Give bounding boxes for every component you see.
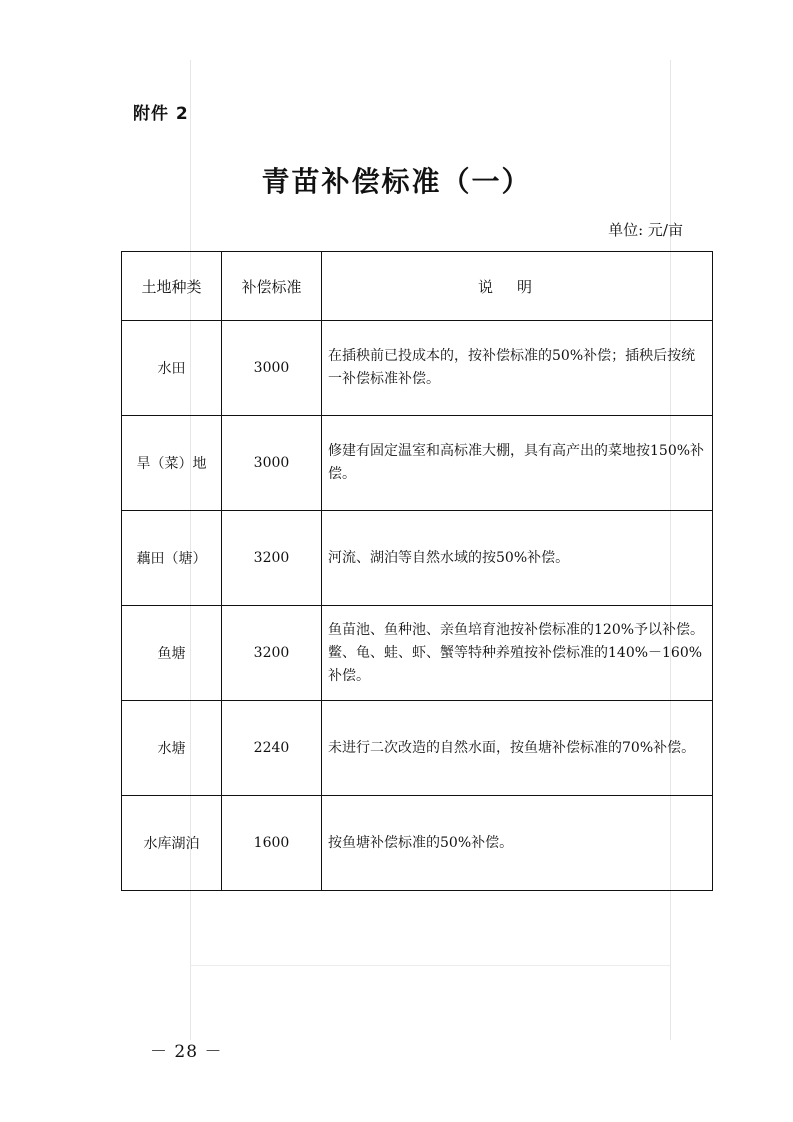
header-standard: 补偿标准 [222, 252, 322, 321]
table-row [122, 321, 713, 416]
cell-description: 鱼苗池、鱼种池、亲鱼培育池按补偿标准的120%予以补偿。鳖、龟、蛙、虾、蟹等特种养殖按补偿标准的140%－160%补偿。 [322, 606, 713, 701]
table-row [122, 511, 713, 606]
compensation-table [121, 251, 713, 891]
header-land-type: 土地种类 [122, 252, 222, 321]
table-row [122, 416, 713, 511]
cell-standard: 2240 [222, 701, 322, 796]
cell-land-type: 鱼塘 [122, 606, 222, 701]
page-title: 青苗补偿标准（一） [261, 165, 532, 198]
table-header-row [122, 252, 713, 321]
cell-description: 未进行二次改造的自然水面，按鱼塘补偿标准的70%补偿。 [322, 701, 713, 796]
cell-standard: 3200 [222, 606, 322, 701]
cell-description: 按鱼塘补偿标准的50%补偿。 [322, 796, 713, 891]
cell-land-type: 水塘 [122, 701, 222, 796]
cell-land-type: 藕田（塘） [122, 511, 222, 606]
scan-artifact-line [190, 965, 670, 966]
unit-label: 单位: 元/亩 [608, 221, 683, 239]
cell-description: 修建有固定温室和高标准大棚，具有高产出的菜地按150%补偿。 [322, 416, 713, 511]
cell-standard: 3200 [222, 511, 322, 606]
header-description [322, 252, 713, 321]
table-row [122, 796, 713, 891]
cell-land-type: 旱（菜）地 [122, 416, 222, 511]
cell-land-type: 水库湖泊 [122, 796, 222, 891]
page-number: － 28 － [150, 1042, 223, 1062]
cell-standard: 3000 [222, 321, 322, 416]
cell-standard: 3000 [222, 416, 322, 511]
header-description-text: 说明 [477, 277, 556, 296]
table-row [122, 606, 713, 701]
attachment-label: 附件 2 [133, 104, 189, 124]
cell-description: 在插秧前已投成本的，按补偿标准的50%补偿；插秧后按统一补偿标准补偿。 [322, 321, 713, 416]
table-row [122, 701, 713, 796]
cell-standard: 1600 [222, 796, 322, 891]
cell-land-type: 水田 [122, 321, 222, 416]
cell-description: 河流、湖泊等自然水域的按50%补偿。 [322, 511, 713, 606]
